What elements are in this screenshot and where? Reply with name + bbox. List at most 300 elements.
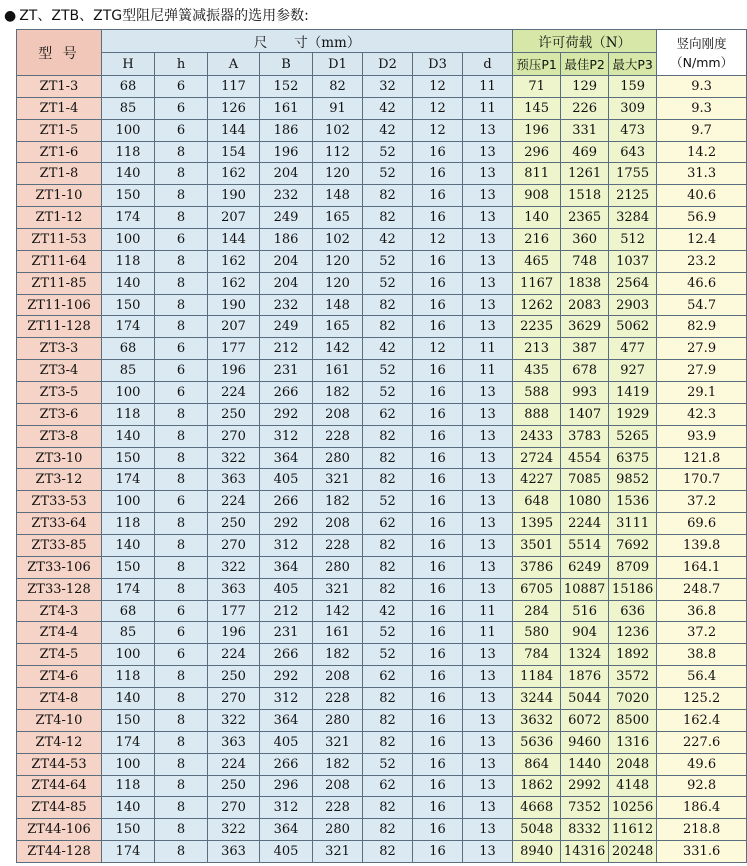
cell-stiffness: 36.8 [657, 600, 747, 622]
cell-d: 13 [463, 382, 513, 404]
cell-d: 11 [463, 622, 513, 644]
cell-D2: 42 [363, 338, 413, 360]
cell-A: 270 [208, 688, 260, 710]
cell-D2: 52 [363, 491, 413, 513]
cell-H: 118 [102, 775, 155, 797]
cell-D2: 42 [363, 119, 413, 141]
table-row [17, 163, 747, 185]
cell-d: 13 [463, 513, 513, 535]
cell-stiffness: 37.2 [657, 622, 747, 644]
cell-p1: 140 [513, 207, 561, 229]
cell-D2: 52 [363, 360, 413, 382]
cell-stiffness: 170.7 [657, 469, 747, 491]
cell-D1: 165 [313, 207, 363, 229]
cell-D3: 16 [413, 316, 463, 338]
cell-p1: 580 [513, 622, 561, 644]
cell-d: 13 [463, 229, 513, 251]
cell-B: 364 [260, 447, 313, 469]
cell-p1: 6705 [513, 578, 561, 600]
cell-h: 8 [155, 666, 208, 688]
cell-D3: 16 [413, 556, 463, 578]
header-row-2 [17, 53, 747, 76]
cell-D2: 82 [363, 556, 413, 578]
cell-D2: 32 [363, 76, 413, 98]
cell-D1: 208 [313, 666, 363, 688]
header-col-D1: D1 [313, 53, 363, 76]
cell-D1: 82 [313, 76, 363, 98]
cell-stiffness: 121.8 [657, 447, 747, 469]
cell-p1: 5048 [513, 819, 561, 841]
cell-d: 13 [463, 753, 513, 775]
cell-D2: 42 [363, 229, 413, 251]
cell-h: 8 [155, 556, 208, 578]
cell-D1: 142 [313, 338, 363, 360]
cell-D3: 16 [413, 841, 463, 863]
table-row [17, 556, 747, 578]
cell-D3: 16 [413, 600, 463, 622]
table-row [17, 382, 747, 404]
header-col-p2: 最佳P2 [561, 53, 609, 76]
table-row [17, 76, 747, 98]
cell-H: 100 [102, 119, 155, 141]
cell-model: ZT3-6 [17, 403, 102, 425]
cell-B: 296 [260, 775, 313, 797]
cell-H: 150 [102, 294, 155, 316]
cell-B: 405 [260, 469, 313, 491]
table-row [17, 185, 747, 207]
cell-h: 6 [155, 360, 208, 382]
cell-D3: 16 [413, 382, 463, 404]
cell-p2: 3783 [561, 425, 609, 447]
cell-B: 266 [260, 382, 313, 404]
cell-D2: 42 [363, 97, 413, 119]
cell-p2: 1440 [561, 753, 609, 775]
cell-p1: 8940 [513, 841, 561, 863]
cell-model: ZT4-4 [17, 622, 102, 644]
cell-d: 13 [463, 578, 513, 600]
cell-D3: 16 [413, 644, 463, 666]
cell-B: 292 [260, 666, 313, 688]
cell-p2: 7085 [561, 469, 609, 491]
cell-D1: 321 [313, 578, 363, 600]
cell-h: 6 [155, 119, 208, 141]
table-row [17, 753, 747, 775]
cell-p3: 477 [609, 338, 657, 360]
cell-B: 405 [260, 578, 313, 600]
cell-p3: 2125 [609, 185, 657, 207]
cell-p2: 2083 [561, 294, 609, 316]
cell-B: 232 [260, 185, 313, 207]
header-col-p1: 预压P1 [513, 53, 561, 76]
cell-A: 250 [208, 403, 260, 425]
cell-p3: 5265 [609, 425, 657, 447]
cell-p3: 7020 [609, 688, 657, 710]
cell-p3: 2564 [609, 272, 657, 294]
table-row [17, 666, 747, 688]
cell-A: 177 [208, 338, 260, 360]
cell-A: 224 [208, 753, 260, 775]
header-load: 许可荷载（N） [513, 30, 657, 53]
spec-table [16, 29, 747, 863]
cell-stiffness: 14.2 [657, 141, 747, 163]
header-col-d: d [463, 53, 513, 76]
bullet-icon: ● [4, 8, 17, 24]
cell-p1: 213 [513, 338, 561, 360]
cell-H: 150 [102, 709, 155, 731]
header-row-1 [17, 30, 747, 53]
cell-d: 13 [463, 841, 513, 863]
cell-B: 292 [260, 403, 313, 425]
cell-A: 196 [208, 360, 260, 382]
cell-stiffness: 54.7 [657, 294, 747, 316]
cell-h: 8 [155, 185, 208, 207]
cell-p2: 2365 [561, 207, 609, 229]
cell-A: 196 [208, 622, 260, 644]
cell-stiffness: 31.3 [657, 163, 747, 185]
cell-p1: 1262 [513, 294, 561, 316]
cell-A: 322 [208, 447, 260, 469]
cell-D1: 280 [313, 819, 363, 841]
header-col-B: B [260, 53, 313, 76]
table-row [17, 97, 747, 119]
cell-p1: 1862 [513, 775, 561, 797]
cell-d: 13 [463, 403, 513, 425]
cell-D1: 165 [313, 316, 363, 338]
cell-p2: 6072 [561, 709, 609, 731]
cell-D1: 91 [313, 97, 363, 119]
cell-p2: 993 [561, 382, 609, 404]
table-row [17, 600, 747, 622]
cell-p1: 435 [513, 360, 561, 382]
cell-D3: 16 [413, 250, 463, 272]
cell-h: 8 [155, 688, 208, 710]
cell-D2: 82 [363, 535, 413, 557]
cell-D1: 280 [313, 709, 363, 731]
cell-B: 231 [260, 622, 313, 644]
cell-p1: 2235 [513, 316, 561, 338]
cell-stiffness: 12.4 [657, 229, 747, 251]
cell-h: 8 [155, 819, 208, 841]
cell-p3: 1929 [609, 403, 657, 425]
cell-H: 150 [102, 447, 155, 469]
cell-D2: 62 [363, 775, 413, 797]
cell-model: ZT4-6 [17, 666, 102, 688]
cell-D2: 62 [363, 513, 413, 535]
cell-p3: 3111 [609, 513, 657, 535]
cell-D3: 16 [413, 709, 463, 731]
cell-p3: 1536 [609, 491, 657, 513]
cell-A: 322 [208, 709, 260, 731]
cell-H: 118 [102, 513, 155, 535]
cell-A: 363 [208, 841, 260, 863]
cell-B: 364 [260, 556, 313, 578]
cell-H: 118 [102, 250, 155, 272]
header-col-H: H [102, 53, 155, 76]
cell-H: 140 [102, 163, 155, 185]
cell-D2: 82 [363, 819, 413, 841]
cell-D1: 182 [313, 491, 363, 513]
cell-p1: 296 [513, 141, 561, 163]
cell-h: 6 [155, 491, 208, 513]
cell-d: 13 [463, 556, 513, 578]
cell-p2: 748 [561, 250, 609, 272]
cell-p2: 387 [561, 338, 609, 360]
cell-D3: 16 [413, 272, 463, 294]
cell-H: 140 [102, 272, 155, 294]
cell-A: 144 [208, 229, 260, 251]
cell-stiffness: 42.3 [657, 403, 747, 425]
cell-A: 126 [208, 97, 260, 119]
cell-p3: 159 [609, 76, 657, 98]
cell-stiffness: 162.4 [657, 709, 747, 731]
cell-p2: 1324 [561, 644, 609, 666]
cell-D2: 52 [363, 141, 413, 163]
cell-D3: 16 [413, 535, 463, 557]
cell-p2: 1080 [561, 491, 609, 513]
table-row [17, 250, 747, 272]
cell-h: 6 [155, 338, 208, 360]
cell-D3: 16 [413, 141, 463, 163]
cell-d: 13 [463, 535, 513, 557]
cell-D3: 16 [413, 185, 463, 207]
cell-h: 8 [155, 447, 208, 469]
cell-D2: 82 [363, 578, 413, 600]
cell-stiffness: 29.1 [657, 382, 747, 404]
cell-d: 13 [463, 644, 513, 666]
cell-H: 85 [102, 622, 155, 644]
cell-p2: 1518 [561, 185, 609, 207]
cell-h: 8 [155, 316, 208, 338]
cell-H: 85 [102, 97, 155, 119]
header-col-D2: D2 [363, 53, 413, 76]
cell-p1: 5636 [513, 731, 561, 753]
cell-model: ZT33-106 [17, 556, 102, 578]
cell-B: 152 [260, 76, 313, 98]
cell-p1: 864 [513, 753, 561, 775]
cell-D3: 16 [413, 163, 463, 185]
cell-H: 100 [102, 491, 155, 513]
cell-d: 13 [463, 819, 513, 841]
cell-model: ZT44-128 [17, 841, 102, 863]
cell-B: 312 [260, 425, 313, 447]
cell-A: 117 [208, 76, 260, 98]
header-dimensions: 尺 寸（mm） [102, 30, 513, 53]
cell-D1: 148 [313, 185, 363, 207]
cell-d: 13 [463, 119, 513, 141]
cell-B: 266 [260, 644, 313, 666]
cell-model: ZT1-10 [17, 185, 102, 207]
cell-p2: 7352 [561, 797, 609, 819]
header-col-p3: 最大P3 [609, 53, 657, 76]
cell-D1: 321 [313, 731, 363, 753]
cell-p3: 3284 [609, 207, 657, 229]
cell-p2: 6249 [561, 556, 609, 578]
cell-H: 150 [102, 819, 155, 841]
cell-B: 312 [260, 688, 313, 710]
cell-B: 204 [260, 163, 313, 185]
cell-model: ZT4-5 [17, 644, 102, 666]
table-row [17, 229, 747, 251]
cell-A: 250 [208, 666, 260, 688]
cell-p3: 7692 [609, 535, 657, 557]
cell-D2: 52 [363, 382, 413, 404]
cell-p2: 4554 [561, 447, 609, 469]
table-row [17, 272, 747, 294]
cell-B: 231 [260, 360, 313, 382]
cell-D1: 280 [313, 556, 363, 578]
cell-p1: 811 [513, 163, 561, 185]
header-col-A: A [208, 53, 260, 76]
cell-p1: 3501 [513, 535, 561, 557]
cell-p1: 284 [513, 600, 561, 622]
cell-p3: 1755 [609, 163, 657, 185]
cell-D1: 228 [313, 797, 363, 819]
cell-model: ZT11-64 [17, 250, 102, 272]
cell-p2: 14316 [561, 841, 609, 863]
cell-D3: 16 [413, 294, 463, 316]
cell-A: 154 [208, 141, 260, 163]
cell-p3: 3572 [609, 666, 657, 688]
cell-D3: 16 [413, 819, 463, 841]
cell-h: 6 [155, 644, 208, 666]
cell-h: 8 [155, 753, 208, 775]
cell-A: 270 [208, 535, 260, 557]
cell-B: 266 [260, 491, 313, 513]
cell-p1: 71 [513, 76, 561, 98]
cell-D1: 228 [313, 425, 363, 447]
cell-D3: 16 [413, 447, 463, 469]
cell-model: ZT3-10 [17, 447, 102, 469]
table-row [17, 447, 747, 469]
cell-model: ZT1-3 [17, 76, 102, 98]
cell-D1: 102 [313, 119, 363, 141]
cell-D2: 82 [363, 731, 413, 753]
table-row [17, 535, 747, 557]
cell-A: 224 [208, 644, 260, 666]
cell-p2: 1876 [561, 666, 609, 688]
cell-p1: 3244 [513, 688, 561, 710]
cell-p3: 512 [609, 229, 657, 251]
cell-p1: 2724 [513, 447, 561, 469]
cell-p1: 4227 [513, 469, 561, 491]
cell-d: 13 [463, 250, 513, 272]
cell-D1: 120 [313, 272, 363, 294]
cell-p2: 5044 [561, 688, 609, 710]
cell-p2: 331 [561, 119, 609, 141]
cell-H: 118 [102, 403, 155, 425]
cell-p2: 2992 [561, 775, 609, 797]
cell-h: 8 [155, 578, 208, 600]
cell-p2: 469 [561, 141, 609, 163]
cell-model: ZT11-106 [17, 294, 102, 316]
cell-D3: 12 [413, 338, 463, 360]
cell-H: 150 [102, 556, 155, 578]
cell-stiffness: 227.6 [657, 731, 747, 753]
cell-D3: 16 [413, 469, 463, 491]
cell-p3: 2903 [609, 294, 657, 316]
cell-p1: 3632 [513, 709, 561, 731]
cell-B: 196 [260, 141, 313, 163]
cell-d: 11 [463, 76, 513, 98]
cell-B: 204 [260, 250, 313, 272]
cell-D1: 321 [313, 841, 363, 863]
cell-model: ZT4-10 [17, 709, 102, 731]
cell-D3: 12 [413, 76, 463, 98]
cell-D1: 321 [313, 469, 363, 491]
cell-d: 11 [463, 97, 513, 119]
cell-D2: 82 [363, 709, 413, 731]
cell-H: 100 [102, 753, 155, 775]
cell-model: ZT1-6 [17, 141, 102, 163]
cell-p3: 636 [609, 600, 657, 622]
cell-D2: 82 [363, 316, 413, 338]
cell-D1: 182 [313, 753, 363, 775]
cell-B: 292 [260, 513, 313, 535]
cell-d: 13 [463, 491, 513, 513]
header-col-h: h [155, 53, 208, 76]
cell-D2: 52 [363, 753, 413, 775]
cell-p2: 360 [561, 229, 609, 251]
cell-H: 140 [102, 425, 155, 447]
cell-p2: 678 [561, 360, 609, 382]
cell-model: ZT44-53 [17, 753, 102, 775]
cell-d: 11 [463, 338, 513, 360]
cell-p2: 1261 [561, 163, 609, 185]
cell-stiffness: 248.7 [657, 578, 747, 600]
table-row [17, 469, 747, 491]
cell-p3: 927 [609, 360, 657, 382]
cell-D3: 16 [413, 207, 463, 229]
cell-h: 6 [155, 622, 208, 644]
cell-d: 13 [463, 141, 513, 163]
cell-stiffness: 82.9 [657, 316, 747, 338]
cell-p2: 1407 [561, 403, 609, 425]
table-row [17, 491, 747, 513]
cell-p2: 904 [561, 622, 609, 644]
cell-B: 266 [260, 753, 313, 775]
cell-model: ZT1-5 [17, 119, 102, 141]
cell-A: 162 [208, 250, 260, 272]
cell-d: 13 [463, 425, 513, 447]
cell-h: 8 [155, 775, 208, 797]
cell-D2: 82 [363, 185, 413, 207]
cell-A: 250 [208, 513, 260, 535]
cell-H: 68 [102, 600, 155, 622]
cell-p1: 2433 [513, 425, 561, 447]
cell-d: 13 [463, 775, 513, 797]
cell-h: 6 [155, 229, 208, 251]
cell-model: ZT33-128 [17, 578, 102, 600]
cell-A: 270 [208, 425, 260, 447]
cell-model: ZT3-5 [17, 382, 102, 404]
cell-h: 8 [155, 250, 208, 272]
cell-A: 190 [208, 294, 260, 316]
cell-B: 364 [260, 709, 313, 731]
cell-B: 186 [260, 229, 313, 251]
cell-H: 174 [102, 316, 155, 338]
cell-A: 162 [208, 272, 260, 294]
cell-d: 13 [463, 447, 513, 469]
cell-H: 118 [102, 666, 155, 688]
cell-p3: 5062 [609, 316, 657, 338]
cell-h: 8 [155, 513, 208, 535]
cell-p3: 1037 [609, 250, 657, 272]
cell-stiffness: 27.9 [657, 360, 747, 382]
cell-H: 118 [102, 141, 155, 163]
cell-d: 13 [463, 294, 513, 316]
cell-H: 140 [102, 797, 155, 819]
cell-h: 6 [155, 76, 208, 98]
